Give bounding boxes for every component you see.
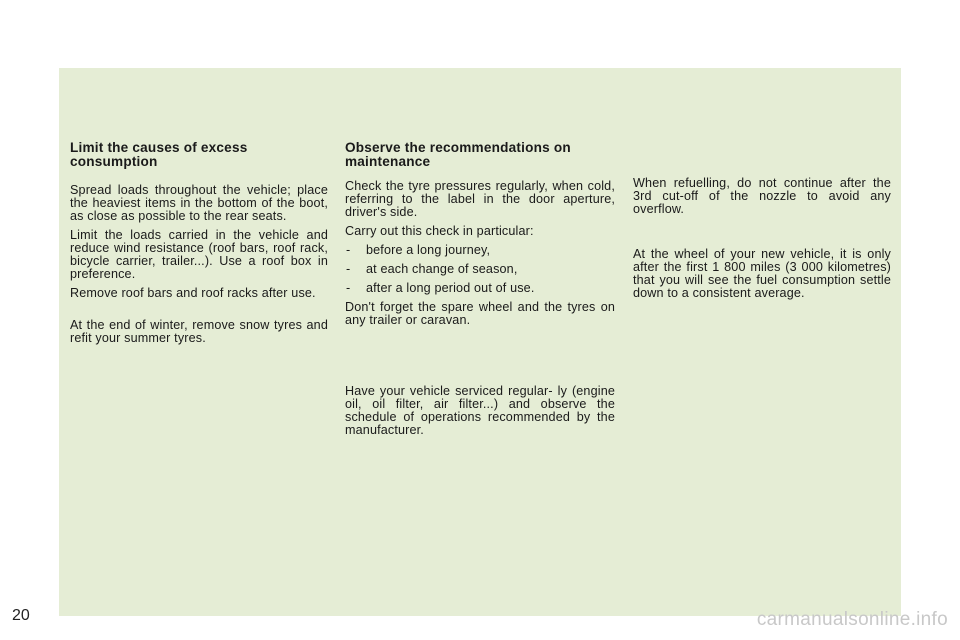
- list-bullet: -: [346, 281, 351, 295]
- list-item-text: after a long period out of use.: [366, 281, 535, 295]
- paragraph-refuelling: When refuelling, do not continue after the 3rd cut-off of the nozzle to avoid any overflow.: [633, 176, 891, 216]
- watermark: carmanualsonline.info: [756, 609, 948, 630]
- paragraph-snow-tyres: At the end of winter, remove snow tyres and refit your summer tyres.: [70, 318, 328, 345]
- list-item-text: before a long journey,: [366, 243, 491, 257]
- column-excess-consumption: [70, 141, 328, 345]
- paragraph-new-vehicle: At the wheel of your new vehicle, it is only after the first 1 800 miles (3 000 kilometres) that you will see the fuel consumption settle down to a consistent average.: [633, 247, 891, 300]
- list-bullet: -: [346, 262, 351, 276]
- list-item: [345, 263, 615, 276]
- heading-excess-consumption: Limit the causes of excess consumption: [70, 140, 248, 169]
- paragraph-tyre-pressures: Check the tyre pressures regularly, when cold, referring to the label in the door aperture, driver's side.: [345, 179, 615, 219]
- column-refuelling: [633, 177, 891, 300]
- column-maintenance: [345, 141, 615, 437]
- heading-maintenance: Observe the recommendations on maintenance: [345, 140, 571, 169]
- page-number: 20: [12, 607, 30, 624]
- paragraph-spare-wheel: Don't forget the spare wheel and the tyres on any trailer or caravan.: [345, 300, 615, 327]
- list-item-text: at each change of season,: [366, 262, 518, 276]
- paragraph-remove-roof-bars: Remove roof bars and roof racks after use.: [70, 286, 316, 300]
- paragraph-spread-loads: Spread loads throughout the vehicle; place the heaviest items in the bottom of the boot, as close as possible to the rear seats.: [70, 183, 328, 223]
- paragraph-check-when: Carry out this check in particular:: [345, 224, 534, 238]
- paragraph-limit-loads: Limit the loads carried in the vehicle and reduce wind resistance (roof bars, roof rack, bicycle carrier, trailer...). Use a roof box in preference.: [70, 228, 328, 281]
- paragraph-servicing: Have your vehicle serviced regular- ly (engine oil, oil filter, air filter...) and observe the schedule of operations recommended by the manufacturer.: [345, 384, 615, 437]
- list-item: [345, 244, 615, 257]
- list-item: [345, 282, 615, 295]
- list-bullet: -: [346, 243, 351, 257]
